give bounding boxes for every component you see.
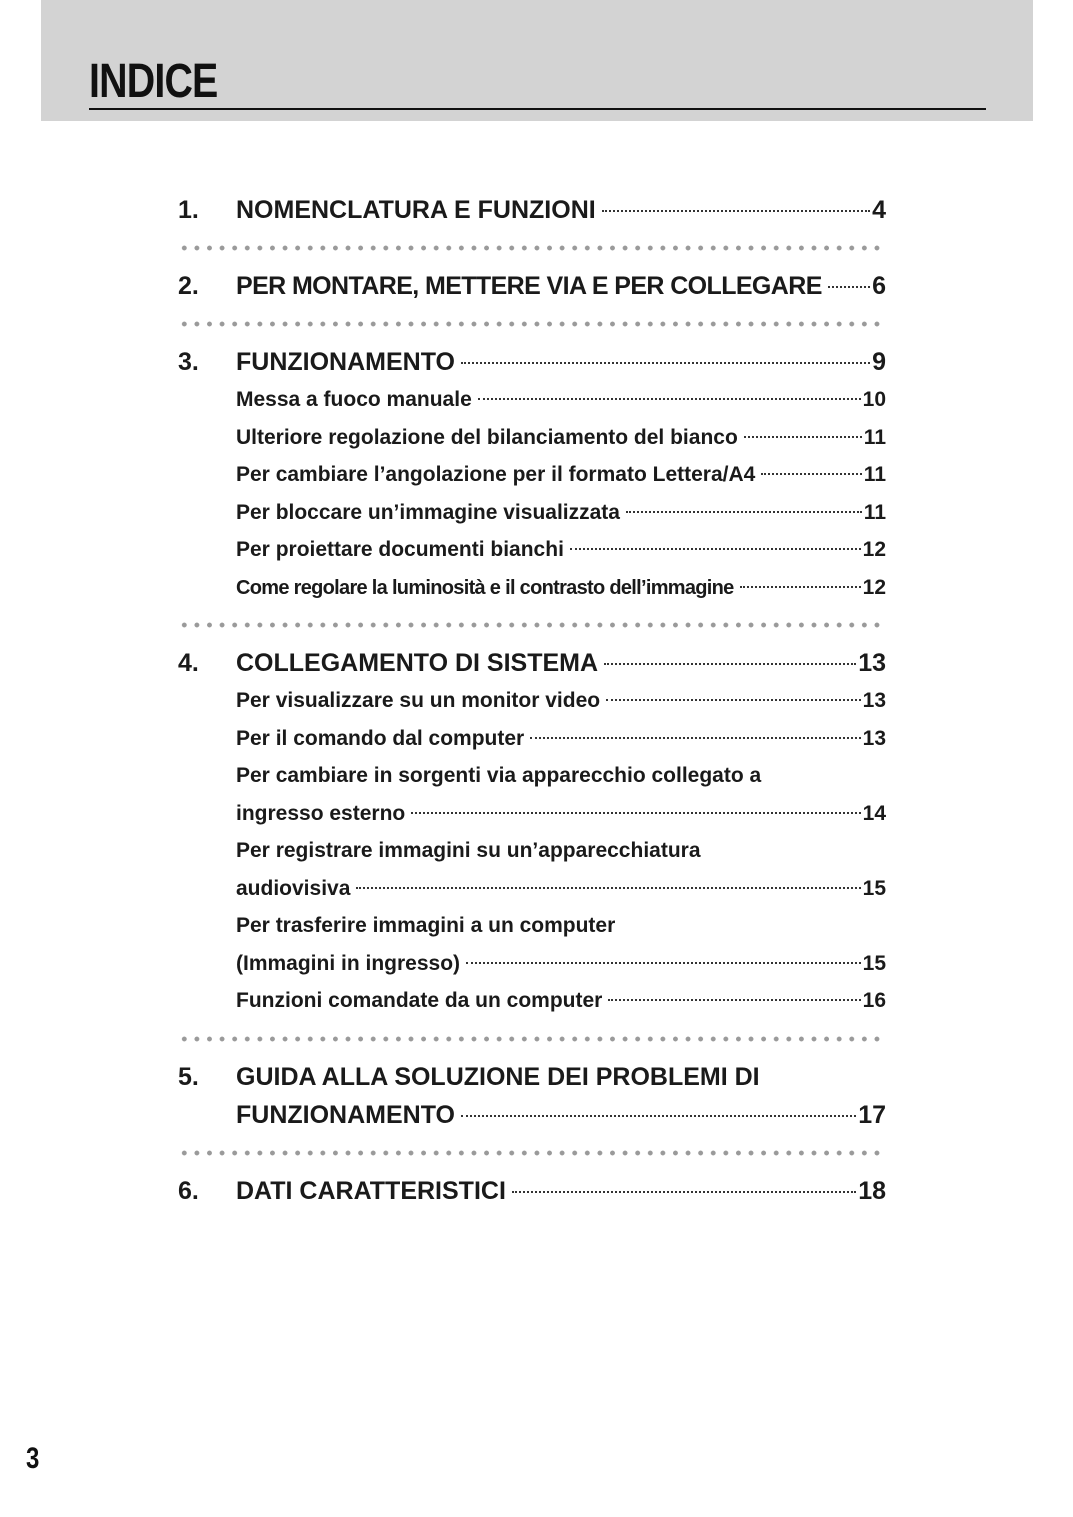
item-title: Per registrare immagini su un’apparecchiatura — [236, 839, 701, 862]
section-number: 5. — [178, 1062, 199, 1091]
toc-item[interactable] — [178, 682, 886, 720]
section-title: GUIDA ALLA SOLUZIONE DEI PROBLEMI DI — [236, 1062, 760, 1091]
toc-item[interactable] — [178, 720, 886, 758]
toc-item-line2[interactable] — [178, 795, 886, 833]
page-ref: 12 — [862, 538, 886, 561]
page-ref: 17 — [858, 1100, 886, 1129]
dot-leader — [461, 1115, 856, 1117]
item-title: (Immagini in ingresso) — [236, 951, 461, 975]
section-number: 2. — [178, 272, 199, 300]
toc-item[interactable] — [178, 531, 886, 569]
item-title: audiovisiva — [236, 876, 351, 900]
toc-item[interactable] — [178, 982, 886, 1020]
dot-leader — [530, 737, 860, 739]
page-ref: 12 — [862, 575, 886, 599]
section-separator — [178, 606, 886, 644]
toc-item-line1[interactable] — [178, 757, 886, 795]
section-separator — [178, 1020, 886, 1058]
toc-item-line2[interactable] — [178, 870, 886, 908]
section-title: DATI CARATTERISTICI — [236, 1176, 506, 1205]
toc-section-2[interactable] — [178, 267, 886, 305]
toc-section-3[interactable] — [178, 343, 886, 381]
toc-item-line1[interactable] — [178, 907, 886, 945]
dot-leader — [466, 962, 861, 964]
dot-leader — [512, 1191, 856, 1193]
section-number: 4. — [178, 649, 199, 677]
toc-item[interactable] — [178, 381, 886, 419]
section-number: 6. — [178, 1176, 199, 1205]
toc-item[interactable] — [178, 569, 886, 607]
dot-leader — [761, 473, 861, 475]
item-title: Funzioni comandate da un computer — [236, 989, 603, 1012]
toc-item[interactable] — [178, 419, 886, 457]
page-title: INDICE — [89, 55, 218, 108]
section-title: PER MONTARE, METTERE VIA E PER COLLEGARE — [236, 272, 822, 300]
page-ref: 10 — [862, 388, 886, 411]
dot-leader — [461, 362, 870, 364]
dot-leader — [740, 586, 861, 588]
page-number: 3 — [26, 1442, 40, 1475]
toc-section-1[interactable] — [178, 191, 886, 229]
page-ref: 15 — [862, 951, 886, 975]
page-ref: 13 — [862, 689, 886, 712]
toc-section-4[interactable] — [178, 644, 886, 682]
page-ref: 11 — [863, 425, 886, 449]
dot-leader — [606, 699, 861, 701]
dot-leader — [570, 548, 861, 550]
dot-leader — [626, 511, 862, 513]
dot-leader — [828, 286, 870, 288]
page-ref: 9 — [872, 348, 886, 376]
section-number: 3. — [178, 348, 199, 376]
toc-section-6[interactable] — [178, 1172, 886, 1210]
item-title: Per il comando dal computer — [236, 726, 525, 750]
section-number: 1. — [178, 196, 199, 224]
toc-section-5-line1[interactable] — [178, 1058, 886, 1096]
page-ref: 4 — [872, 196, 886, 224]
section-separator — [178, 1134, 886, 1172]
toc-item[interactable] — [178, 456, 886, 494]
section-title: FUNZIONAMENTO — [236, 348, 455, 376]
item-title: ingresso esterno — [236, 801, 406, 825]
section-title: FUNZIONAMENTO — [236, 1100, 455, 1129]
page-ref: 14 — [862, 801, 886, 825]
item-title: Per proiettare documenti bianchi — [236, 538, 564, 561]
page-ref: 13 — [862, 726, 886, 750]
item-title: Per cambiare l’angolazione per il formato Lettera/A4 — [236, 463, 756, 486]
dot-leader — [744, 436, 862, 438]
table-of-contents — [178, 191, 886, 1210]
dot-leader — [604, 663, 856, 665]
page-ref: 11 — [863, 500, 886, 524]
page-ref: 6 — [872, 272, 886, 300]
page-ref: 15 — [862, 876, 886, 900]
dot-leader — [602, 210, 870, 212]
toc-section-5-line2[interactable] — [178, 1096, 886, 1134]
page-ref: 13 — [858, 649, 886, 677]
toc-item-line2[interactable] — [178, 945, 886, 983]
item-title: Per trasferire immagini a un computer — [236, 914, 616, 937]
item-title: Messa a fuoco manuale — [236, 388, 472, 411]
page-ref: 18 — [858, 1176, 886, 1205]
item-title: Per visualizzare su un monitor video — [236, 689, 601, 712]
section-title: NOMENCLATURA E FUNZIONI — [236, 196, 596, 224]
dot-leader — [411, 812, 860, 814]
toc-item[interactable] — [178, 494, 886, 532]
dot-leader — [356, 887, 860, 889]
section-separator — [178, 305, 886, 343]
page-ref: 16 — [862, 989, 886, 1012]
item-title: Come regolare la luminosità e il contrasto dell’immagine — [236, 576, 734, 599]
page-ref: 11 — [863, 463, 886, 486]
section-title: COLLEGAMENTO DI SISTEMA — [236, 649, 599, 677]
item-title: Per bloccare un’immagine visualizzata — [236, 500, 620, 524]
toc-item-line1[interactable] — [178, 832, 886, 870]
section-separator — [178, 229, 886, 267]
item-title: Per cambiare in sorgenti via apparecchio collegato a — [236, 764, 762, 787]
item-title: Ulteriore regolazione del bilanciamento del bianco — [236, 425, 738, 449]
dot-leader — [608, 999, 860, 1001]
title-rule — [89, 108, 986, 110]
dot-leader — [478, 398, 861, 400]
